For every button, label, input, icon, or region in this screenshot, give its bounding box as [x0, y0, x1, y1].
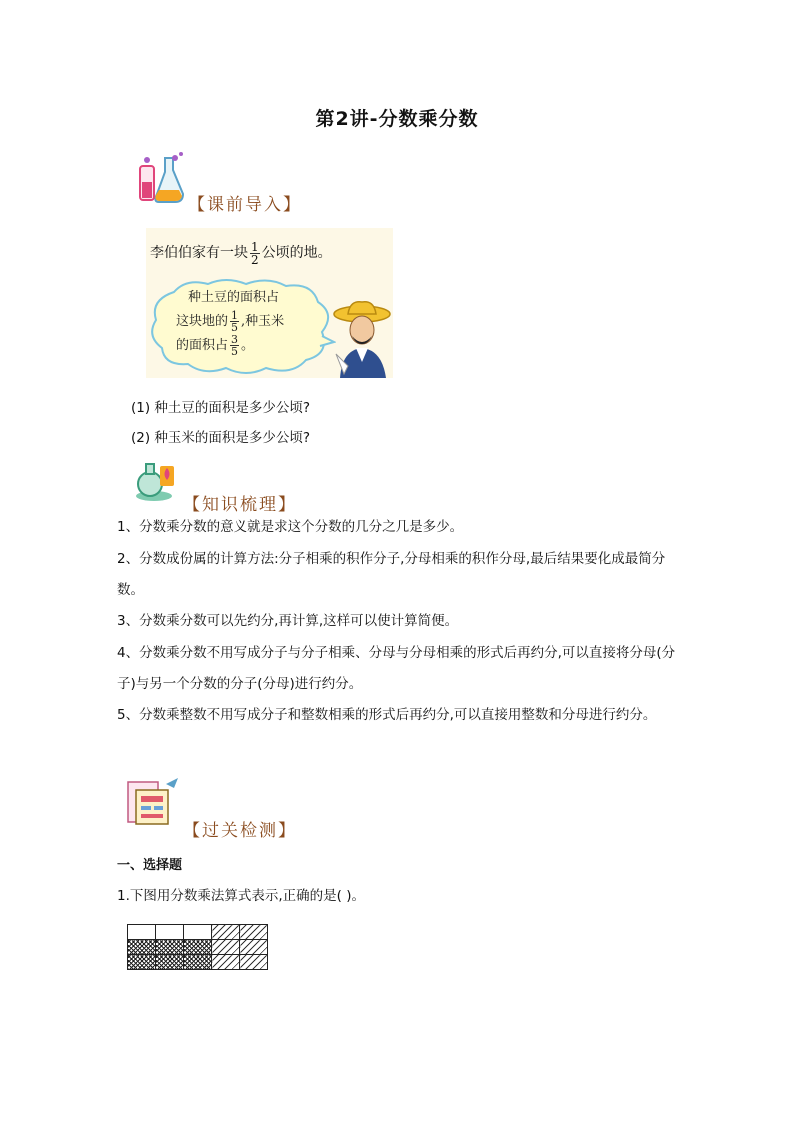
bubble-text — [176, 286, 326, 358]
bubble-line-2: 这块地的 $\frac{1}{5}$ ,种玉米 — [176, 309, 285, 334]
choice-section-heading: 一、选择题 — [117, 858, 183, 873]
fraction-one-fifth: $\frac{1}{5}$ — [231, 309, 239, 334]
farmer-illustration — [328, 300, 392, 378]
grid-cell-hatched — [212, 925, 240, 940]
grid-cell-crosshatched — [156, 955, 184, 970]
figure-intro-line — [150, 238, 332, 268]
fraction-grid-figure — [127, 924, 268, 970]
intro-figure — [146, 228, 393, 378]
grid-cell-crosshatched — [184, 955, 212, 970]
grid-cell-crosshatched — [128, 955, 156, 970]
beaker-icon — [135, 152, 187, 204]
grid-cell — [128, 925, 156, 940]
grid-cell-hatched — [212, 955, 240, 970]
bubble-line-1: 种土豆的面积占 — [188, 290, 280, 305]
grid-cell-crosshatched — [156, 940, 184, 955]
knowledge-point-3: 3、分数乘分数可以先约分,再计算,这样可以使计算简便。 — [117, 613, 459, 629]
grid-cell-hatched — [240, 940, 268, 955]
grid-row — [128, 925, 268, 940]
bubble-line-3: 的面积占 $\frac{3}{5}$ 。 — [176, 333, 255, 358]
check-section-label: 【过关检测】 — [183, 821, 297, 841]
grid-cell-hatched — [240, 955, 268, 970]
grid-row — [128, 955, 268, 970]
grid-cell-crosshatched — [184, 940, 212, 955]
knowledge-section-label: 【知识梳理】 — [183, 495, 297, 515]
fraction-one-half: $\frac{1}{2}$ — [251, 239, 259, 267]
intro-question-1: (1) 种土豆的面积是多少公顷? — [131, 400, 311, 416]
grid-cell-crosshatched — [128, 940, 156, 955]
intro-section-label: 【课前导入】 — [188, 195, 302, 215]
documents-icon — [126, 776, 182, 828]
grid-cell-hatched — [240, 925, 268, 940]
figure-intro-text-end: 公顷的地。 — [261, 245, 332, 261]
fraction-three-fifths: $\frac{3}{5}$ — [231, 333, 239, 358]
grid-cell-hatched — [212, 940, 240, 955]
question-1-text: 1.下图用分数乘法算式表示,正确的是( )。 — [117, 888, 365, 904]
figure-intro-text: 李伯伯家有一块 — [150, 245, 248, 261]
intro-question-2: (2) 种玉米的面积是多少公顷? — [131, 430, 311, 446]
knowledge-point-4: 4、分数乘分数不用写成分子与分子相乘、分母与分母相乘的形式后再约分,可以直接将分母(分子)与另一个分数的分子(分母)进行约分。 — [117, 645, 676, 692]
grid-cell — [184, 925, 212, 940]
knowledge-point-1: 1、分数乘分数的意义就是求这个分数的几分之几是多少。 — [117, 519, 464, 535]
grid-cell — [156, 925, 184, 940]
knowledge-point-5: 5、分数乘整数不用写成分子和整数相乘的形式后再约分,可以直接用整数和分母进行约分。 — [117, 707, 657, 723]
flask-icon — [134, 458, 182, 502]
grid-row — [128, 940, 268, 955]
page-title: 第2讲-分数乘分数 — [315, 108, 479, 130]
knowledge-point-2: 2、分数成份属的计算方法:分子相乘的积作分子,分母相乘的积作分母,最后结果要化成最简分数。 — [117, 551, 666, 598]
